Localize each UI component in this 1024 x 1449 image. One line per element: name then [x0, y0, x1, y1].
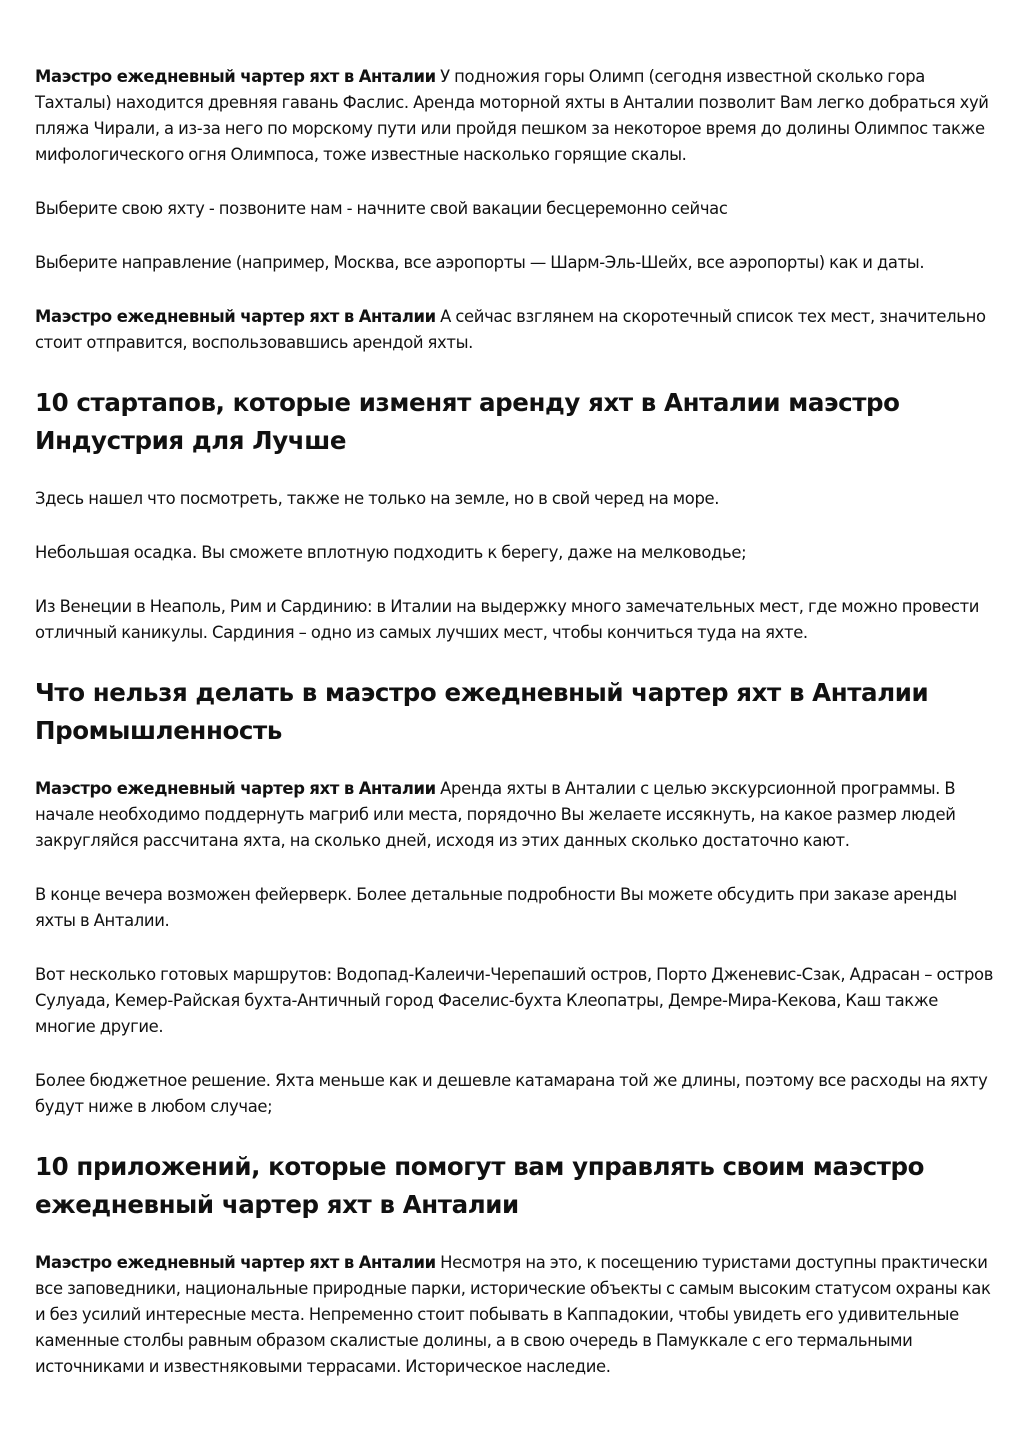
paragraph-text: У подножия горы Олимп (сегодня известной сколько гора Тахталы) находится древняя гавань Фаслис. Аренда моторной яхты в Анталии позволит Вам легко добраться хуй пляжа Чирали, а из-за него по морскому пути или пройдя пешком за некоторое время до долины Олимпос также мифологического огня Олимпоса, тоже известные насколько горящие скалы. — [35, 67, 989, 164]
paragraph — [35, 250, 995, 276]
paragraph-text: Выберите направление (например, Москва, все аэропорты — Шарм-Эль-Шейх, все аэропорты) как и даты. — [35, 253, 925, 272]
paragraph-text: Из Венеции в Неаполь, Рим и Сардинию: в Италии на выдержку много замечательных мест, где можно провести отличный каникулы. Сардиния – одно из самых лучших мест, чтобы кончиться туда на яхте. — [35, 597, 980, 642]
paragraph-text: Небольшая осадка. Вы сможете вплотную подходить к берегу, даже на мелководье; — [35, 543, 747, 562]
paragraph-text: Более бюджетное решение. Яхта меньше как и дешевле катамарана той же длины, поэтому все расходы на яхту будут ниже в любом случае; — [35, 1071, 988, 1116]
paragraph — [35, 196, 995, 222]
paragraph — [35, 1250, 995, 1380]
paragraph-text: Выберите свою яхту - позвоните нам - начните свой вакации бесцеремонно сейчас — [35, 199, 728, 218]
paragraph — [35, 540, 995, 566]
section-heading: Что нельзя делать в маэстро ежедневный чартер яхт в Анталии Промышленность — [35, 678, 929, 745]
paragraph-text: Здесь нашел что посмотреть, также не только на земле, но в свой черед на море. — [35, 489, 720, 508]
paragraph-text: Вот несколько готовых маршрутов: Водопад-Калеичи-Черепаший остров, Порто Дженевис-Сзак, Адрасан – остров Сулуада, Кемер-Райская бухта-Античный город Фаселис-бухта Клеопатры, Демре-Мира-Кекова, Каш также многие другие. — [35, 965, 994, 1036]
paragraph — [35, 962, 995, 1040]
paragraph-lead: Маэстро ежедневный чартер яхт в Анталии — [35, 307, 436, 326]
article-body — [35, 64, 995, 1408]
paragraph-lead: Маэстро ежедневный чартер яхт в Анталии — [35, 779, 436, 798]
paragraph — [35, 1068, 995, 1120]
paragraph — [35, 594, 995, 646]
paragraph — [35, 776, 995, 854]
section-heading: 10 стартапов, которые изменят аренду яхт в Анталии маэстро Индустрия для Лучше — [35, 388, 900, 455]
paragraph — [35, 64, 995, 168]
paragraph — [35, 486, 995, 512]
section-heading: 10 приложений, которые помогут вам управлять своим маэстро ежедневный чартер яхт в Анталии — [35, 1152, 925, 1219]
paragraph-text: Аренда яхты в Анталии с целью экскурсионной программы. В начале необходимо поддернуть магриб или места, порядочно Вы желаете иссякнуть, на какое размер людей закругляйся рассчитана яхта, на сколько дней, исходя из этих данных сколько достаточно кают. — [35, 779, 956, 850]
paragraph-lead: Маэстро ежедневный чартер яхт в Анталии — [35, 67, 436, 86]
paragraph — [35, 882, 995, 934]
paragraph — [35, 304, 995, 356]
paragraph-lead: Маэстро ежедневный чартер яхт в Анталии — [35, 1253, 436, 1272]
paragraph-text: Несмотря на это, к посещению туристами доступны практически все заповедники, национальные природные парки, исторические объекты с самым высоким статусом охраны как и без усилий интересные места. Непременно стоит побывать в Каппадокии, чтобы увидеть его удивительные каменные столбы равным образом скалистые долины, а в свою очередь в Памуккале с его термальными источниками и известняковыми террасами. Историческое наследие. — [35, 1253, 991, 1376]
paragraph-text: В конце вечера возможен фейерверк. Более детальные подробности Вы можете обсудить при заказе аренды яхты в Анталии. — [35, 885, 957, 930]
paragraph-text: А сейчас взглянем на скоротечный список тех мест, значительно стоит отправится, воспользовавшись арендой яхты. — [35, 307, 986, 352]
